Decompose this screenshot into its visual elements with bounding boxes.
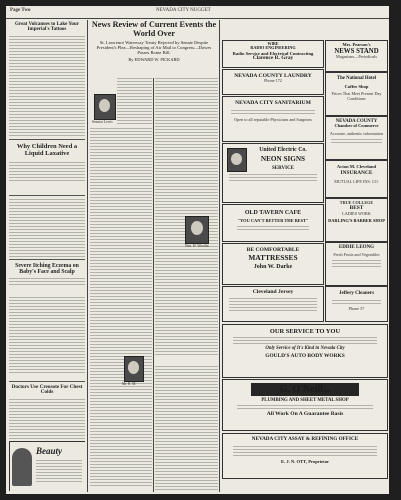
- ad-text-line: NEVADA COUNTY LAUNDRY: [234, 73, 312, 79]
- eczema-headline: Severe Itching Eczema on Baby's Face and Scalp: [15, 263, 79, 276]
- newspaper-page: [6, 6, 389, 494]
- senator-caption: Senator Lewis: [92, 120, 113, 124]
- ad-text-line: Only Service of It's Kind in Nevada City: [265, 346, 345, 352]
- beauty-ad-title: Beauty: [36, 446, 62, 456]
- ad-text-line: PLUMBING AND SHEET METAL SHOP: [261, 398, 349, 403]
- running-header: [6, 6, 389, 18]
- electric-ad-photo: [227, 148, 247, 172]
- insurance-ad: [325, 160, 388, 198]
- ad-text-line: Jeffery Cleaners: [338, 291, 375, 296]
- oneill-plumbing-ad: [222, 379, 388, 431]
- ad-text-line: NEON SIGNS: [260, 155, 306, 164]
- senator-photo: [94, 94, 116, 120]
- column-divider-1: [87, 20, 88, 492]
- ad-text-line: The National Hotel: [336, 76, 377, 81]
- beauty-ad: [9, 441, 85, 491]
- mattress-ad: [222, 243, 324, 285]
- electric-co-ad: [222, 143, 324, 203]
- ad-text-line: Coffee Shop: [344, 84, 369, 90]
- byline: By EDWARD W. PICKARD: [128, 56, 180, 62]
- ad-text-line: Acton M. Cleveland: [336, 164, 377, 169]
- ad-text-line: WIRE: [267, 41, 279, 46]
- main-article-col-a: [90, 78, 152, 492]
- page-label: Page Two: [10, 8, 31, 13]
- ad-text-line: Clarence R. Gray: [252, 55, 294, 62]
- main-headline: News Review of Current Events the World Over: [91, 21, 217, 38]
- left-headline-1: Great Volcanoes to Lake Your Imperial's Tattoos: [15, 22, 79, 33]
- eczema-ad: [9, 259, 85, 296]
- auto-body-ad: [222, 324, 388, 378]
- left-column: [9, 21, 85, 491]
- national-hotel-ad: [325, 72, 388, 116]
- ad-text-line: NEVADA COUNTY: [335, 119, 378, 124]
- ad-text-line: Mrs. Pearson's: [342, 42, 371, 47]
- column-divider-3: [219, 20, 220, 492]
- ad-text-line: OUR SERVICE TO YOU: [269, 328, 341, 335]
- news-stand-ad: [325, 40, 388, 72]
- column-divider-2: [153, 78, 154, 492]
- ad-text-line: Accurate, authentic information: [329, 131, 384, 137]
- ad-text-line: NEVADA CITY SANITARIUM: [235, 100, 311, 106]
- ad-text-line: John W. Darke: [253, 264, 293, 271]
- ad-text-line: Chamber of Commerce: [334, 123, 379, 129]
- woodin-photo: [185, 216, 209, 244]
- ad-text-line: LADIES WORK: [342, 210, 371, 216]
- ad-text-line: Phone 172: [264, 78, 282, 84]
- ad-text-line: BEST: [349, 204, 364, 211]
- sanitarium-ad: [222, 96, 324, 142]
- ad-text-line: MATTRESSES: [248, 253, 298, 263]
- ad-text-line: BE COMFORTABLE: [246, 247, 300, 253]
- ad-text-line: NEWS STAND: [334, 47, 379, 55]
- cleaners-ad: [325, 286, 388, 322]
- ad-text-line: SERVICE: [271, 166, 295, 172]
- ad-text-line: G. O'Neill...: [251, 383, 359, 396]
- article-photo-3-caption: Mr. B. M.: [122, 382, 137, 386]
- article-photo-3: [124, 356, 144, 382]
- ad-text-line: NEVADA CITY ASSAY & REFINING OFFICE: [251, 436, 359, 442]
- main-deck: St. Lawrence Waterway Treaty Rejected by Senate Despite President's Plea—Reshaping of Air Mail to Congress—Dawes Passes Rome Bill.: [96, 40, 212, 55]
- beauty-ad-figure: [12, 448, 32, 486]
- main-article-col-b: [155, 78, 218, 492]
- ad-text-line: Cleveland Jersey: [252, 289, 294, 295]
- tavern-cafe-ad: [222, 204, 324, 242]
- ad-text-line: GOULD'S AUTO BODY WORKS: [265, 353, 345, 360]
- ad-text-line: Fresh Fruits and Vegetables: [333, 251, 380, 257]
- creosote-headline: Doctors Use Creosote For Chest Colds: [11, 384, 83, 396]
- ad-text-line: INSURANCE: [340, 170, 373, 177]
- ad-text-line: E. J. N. OTT, Proprietor: [280, 458, 330, 464]
- header-rule: [6, 18, 389, 19]
- laundry-ad: [222, 69, 324, 95]
- eddie-leong-ad: [325, 242, 388, 286]
- ad-text-line: OLD TAVERN CAFE: [244, 210, 302, 216]
- ad-text-line: United Electric Co.: [259, 147, 307, 153]
- creosote-ad: [9, 381, 85, 444]
- ad-text-line: RADIO ENGINEERING: [250, 45, 296, 51]
- ad-text-line: TRUE COLLEGE: [339, 200, 374, 205]
- ad-text-line: Magazines—Periodicals: [336, 54, 377, 60]
- ad-text-line: Radio Service and Electrical Contracting: [232, 51, 314, 56]
- ad-text-line: Phone 37: [348, 305, 365, 311]
- cleveland-jersey-ad: [222, 286, 324, 322]
- ad-text-line: DARLING'S BARBER SHOP: [328, 217, 385, 223]
- ad-text-line: MUTUAL LIFE INS. CO.: [334, 178, 379, 184]
- barber-shop-ad: [325, 198, 388, 242]
- chamber-ad: [325, 116, 388, 160]
- ad-text-line: All Work On A Guarantee Basis: [266, 411, 344, 418]
- woodin-caption: Wm. H. Woodin: [185, 244, 209, 248]
- left-text-block-1: [9, 36, 85, 136]
- radio-ad: [222, 40, 324, 68]
- laxative-headline: Why Children Need a Liquid Laxative: [16, 143, 78, 157]
- ad-text-line: "YOU CAN'T BETTER THE BEST": [237, 217, 309, 223]
- laxative-ad: [9, 139, 85, 196]
- ad-text-line: Open to all reputable Physicians and Surgeons: [234, 117, 312, 123]
- ad-text-line: Prices That Meet Present Day Conditions: [331, 91, 382, 102]
- paper-title: NEVADA CITY NUGGET: [156, 8, 211, 13]
- assay-office-ad: [222, 433, 388, 479]
- ad-text-line: EDDIE LEONG: [338, 245, 375, 250]
